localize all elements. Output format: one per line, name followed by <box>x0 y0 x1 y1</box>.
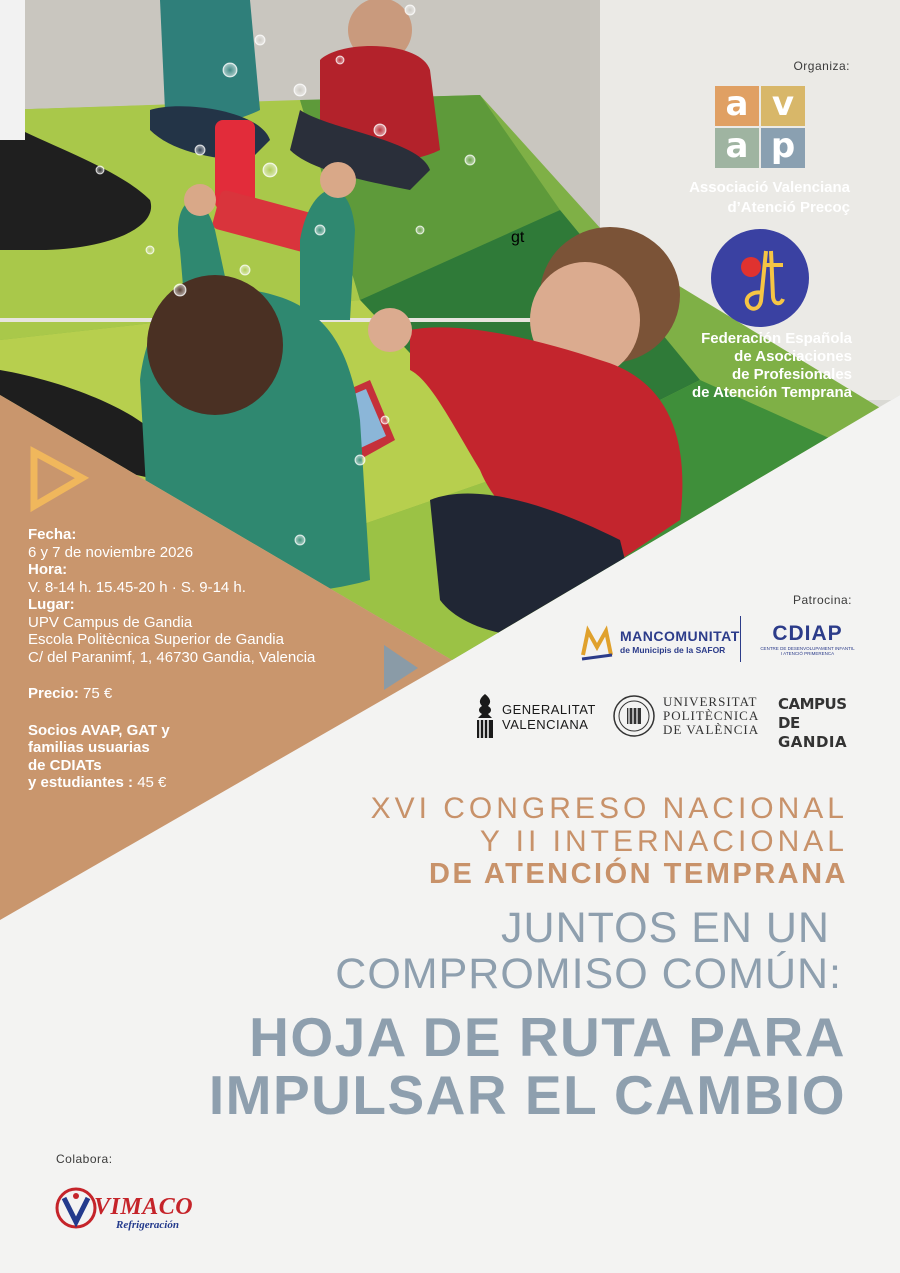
gat-logo-mark <box>711 229 809 327</box>
avap-letter-a2: a <box>715 128 759 168</box>
estudiantes-precio: 45 € <box>137 774 167 791</box>
socios-line: de CDIATs <box>28 756 102 774</box>
socios-line: familias usuarias <box>28 739 150 756</box>
slogan-line3: HOJA DE RUTA PARA <box>249 1006 846 1068</box>
lugar-line: UPV Campus de Gandia <box>28 613 193 631</box>
gat-name-line: de Asociaciones <box>734 348 852 365</box>
campus-line1: CAMPUS DE <box>778 695 847 732</box>
gat-name-line: Federación Española <box>701 330 852 347</box>
congress-title-line1: XVI CONGRESO NACIONAL <box>370 792 848 825</box>
slogan-top <box>335 905 842 997</box>
avap-letter-v: v <box>761 86 805 126</box>
organiza-label: Organiza: <box>793 59 850 73</box>
avap-name <box>640 178 850 218</box>
cdiap-logo <box>760 622 855 662</box>
lugar-line: C/ del Paranimf, 1, 46730 Gandia, Valencia <box>28 648 316 666</box>
sponsor-divider <box>740 616 741 662</box>
campus-line2: GANDIA <box>778 733 848 751</box>
slogan-line4: IMPULSAR EL CAMBIO <box>208 1064 846 1126</box>
avap-logo <box>715 86 807 170</box>
congress-title-line3: DE ATENCIÓN TEMPRANA <box>429 858 848 890</box>
event-info <box>28 526 428 792</box>
cdiap-name: CDIAP <box>772 622 843 645</box>
slogan-line1: JUNTOS EN UN <box>501 904 830 952</box>
hora-value: V. 8-14 h. 15.45-20 h · S. 9-14 h. <box>28 578 246 596</box>
vimaco-logo <box>54 1186 224 1236</box>
hora-label: Hora: <box>28 561 68 578</box>
generalitat-logo <box>474 692 599 742</box>
upv-logo <box>612 694 762 740</box>
colabora-label: Colabora: <box>56 1152 113 1166</box>
slogan-line2: COMPROMISO COMÚN: <box>335 950 842 998</box>
fecha-value: 6 y 7 de noviembre 2026 <box>28 543 194 561</box>
avap-name-line1: Associació Valenciana <box>689 179 850 196</box>
precio-label: Precio: <box>28 685 79 702</box>
mancomunitat-logo <box>580 623 740 663</box>
generalitat-line1: GENERALITAT <box>502 702 596 717</box>
avap-letter-a1: a <box>715 86 759 126</box>
slogan-bottom <box>209 1008 846 1124</box>
vimaco-name: VIMACO <box>94 1194 194 1220</box>
vimaco-sub: Refrigeración <box>116 1219 179 1231</box>
upv-line3: DE VALÈNCIA <box>663 722 760 737</box>
cdiap-sub1: CENTRE DE DESENVOLUPAMENT INFANTIL <box>760 646 855 651</box>
socios-line: Socios AVAP, GAT y <box>28 721 170 739</box>
estudiantes-label: y estudiantes : <box>28 774 134 791</box>
gat-name-line: de Profesionales <box>731 366 852 383</box>
gat-logo-text: gt <box>511 229 525 246</box>
congress-title-line2: Y II INTERNACIONAL <box>479 825 848 858</box>
cdiap-sub2: I ATENCIÓ PRIMERENCA <box>780 651 835 656</box>
mancomunitat-name: MANCOMUNITAT <box>620 628 740 644</box>
campus-gandia-logo <box>778 695 858 751</box>
gat-name <box>620 330 852 402</box>
lugar-label: Lugar: <box>28 596 75 613</box>
avap-name-line2: d’Atenció Precoç <box>727 199 850 216</box>
upv-seal-icon <box>612 694 656 738</box>
fecha-label: Fecha: <box>28 526 77 543</box>
vimaco-v-icon <box>54 1186 98 1230</box>
congress-title <box>371 792 848 858</box>
mancomunitat-m-icon <box>580 625 614 661</box>
gat-name-line: de Atención Temprana <box>691 384 852 401</box>
lugar-line: Escola Politècnica Superior de Gandia <box>28 631 284 648</box>
avap-letter-p: p <box>761 128 805 168</box>
mancomunitat-sub: de Municipis de la SAFOR <box>620 645 726 655</box>
upv-line1: UNIVERSITAT <box>663 694 758 709</box>
precio-value: 75 € <box>83 685 113 702</box>
gat-logo <box>511 229 809 327</box>
generalitat-crest-icon <box>474 692 496 740</box>
generalitat-line2: VALENCIANA <box>502 717 589 732</box>
patrocina-label: Patrocina: <box>792 593 852 607</box>
upv-line2: POLITÈCNICA <box>663 708 760 723</box>
